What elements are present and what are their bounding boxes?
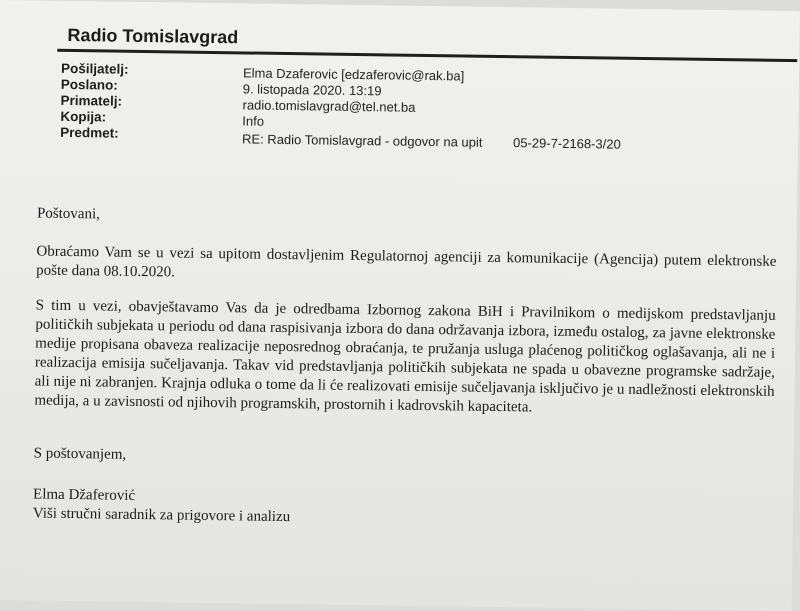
from-value: Elma Dzaferovic [edzaferovic@rak.ba]: [242, 65, 465, 84]
to-value: radio.tomislavgrad@tel.net.ba: [242, 97, 416, 115]
sent-label: Poslano:: [60, 76, 118, 93]
sent-value: 9. listopada 2020. 13:19: [242, 81, 382, 99]
from-label: Pošiljatelj:: [60, 60, 129, 77]
subject-label: Predmet:: [60, 124, 119, 141]
cc-value: Info: [242, 113, 265, 129]
subject-reference-number: 05-29-7-2168-3/20: [512, 135, 621, 152]
subject-value: RE: Radio Tomislavgrad - odgovor na upit: [241, 131, 483, 150]
paragraph-intro: Obraćamo Vam se u vezi sa upitom dostavljenim Regulatornoj agenciji za komunikacije (Agencija) putem elektronske pošte dana 08.10.2020.: [36, 243, 777, 281]
paragraph-main: S tim u vezi, obavještavamo Vas da je odredbama Izbornog zakona BiH i Pravilnikom o medijskom predstavljanju političkih subjekata u periodu od dana raspisivanja izbora do dana održavanja izbora, između ostalog, za javne elektronske medije propisana obaveza realizacije neposrednog obraćanja, te pružanja usluga plaćenog političkog oglašavanja, ali ne i realizacija emisija sučeljavanja. Takav vid predstavljanja političkih subjekata ne spada u obavezne programske sadržaje, ali nije ni zabranjen. Krajnja odluka o tome da li će realizovati emisije sučeljavanja isključivo je u nadležnosti elektronskih medija, a u zavisnosti od njihovih programskih, prostornih i kadrovskih kapaciteta.: [34, 297, 776, 416]
page-title: Radio Tomislavgrad: [67, 24, 239, 48]
signature-name: Elma Džaferović: [32, 486, 136, 504]
to-label: Primatelj:: [60, 92, 123, 109]
closing: S poštovanjem,: [33, 445, 127, 463]
cc-label: Kopija:: [60, 108, 107, 125]
signature-title: Viši stručni saradnik za prigovore i analizu: [32, 505, 291, 526]
header-divider: [57, 49, 797, 62]
greeting: Poštovani,: [36, 205, 101, 223]
